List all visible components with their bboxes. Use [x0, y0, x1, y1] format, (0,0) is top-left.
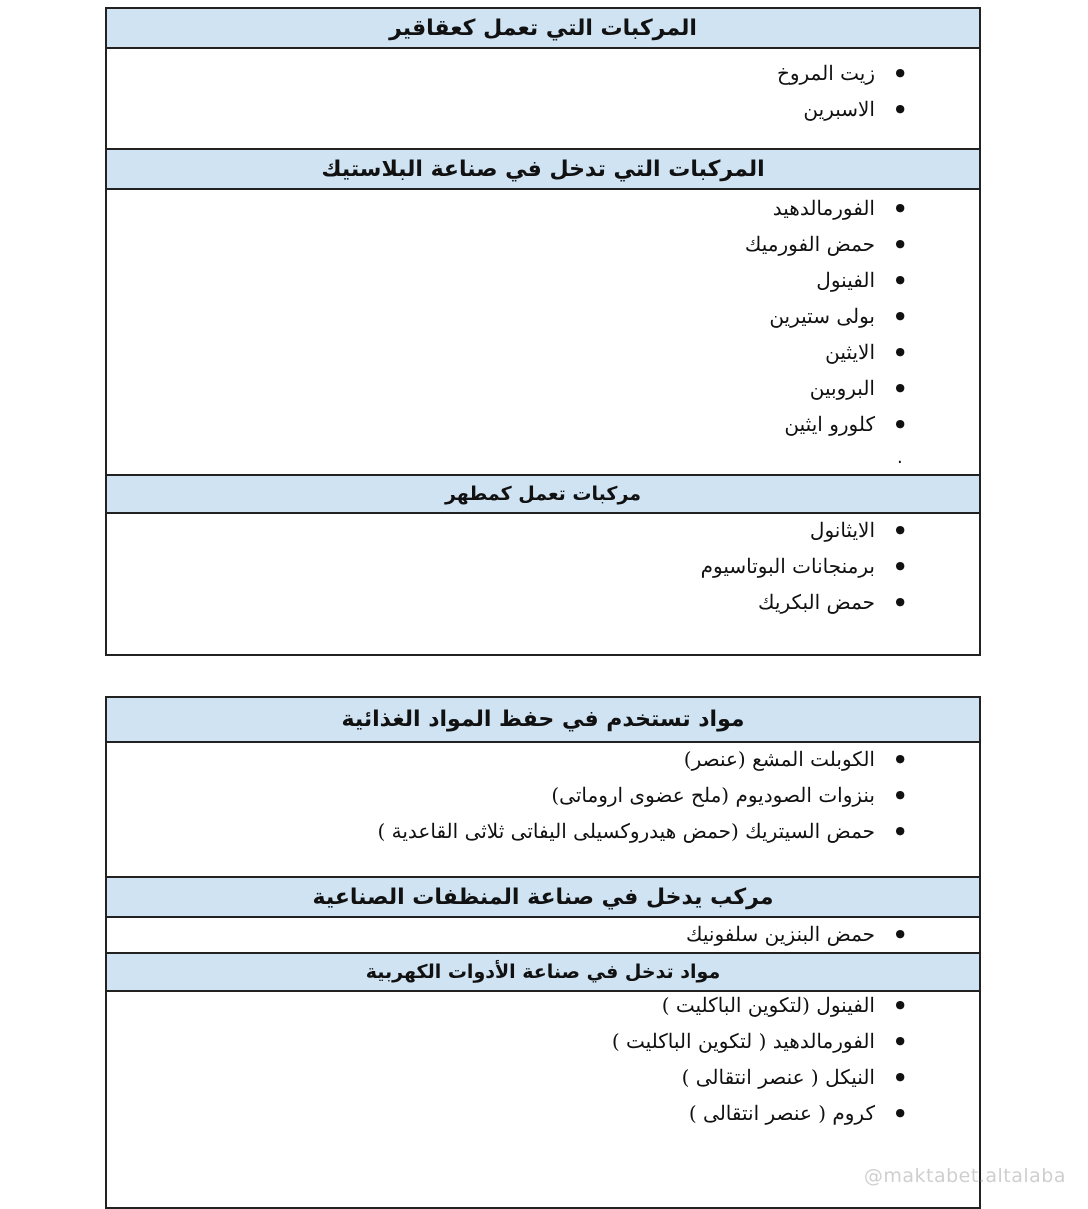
section-title: مركب يدخل في صناعة المنظفات الصناعية: [312, 884, 774, 910]
list-item: ● بنزوات الصوديوم (ملح عضوى اروماتى): [377, 777, 905, 813]
list-item: ● كروم ( عنصر انتقالى ): [612, 1095, 905, 1131]
list-item: ● الفورمالدهيد ( لتكوين الباكليت ): [612, 1023, 905, 1059]
section-title: مواد تستخدم في حفظ المواد الغذائية: [341, 707, 745, 732]
list-item: ● حمض السيتريك (حمض هيدروكسيلى اليفاتى ثلاثى القاعدية ): [377, 813, 905, 849]
section-header-detergents: [107, 876, 979, 918]
section-header-drugs: [107, 9, 979, 49]
section-header-food-preservation: [107, 698, 979, 743]
list-item: ● حمض البنزين سلفونيك: [686, 916, 905, 952]
compounds-box-1: [105, 7, 981, 656]
plastics-list: [745, 190, 905, 442]
watermark: @maktabet.altalaba: [863, 1165, 1066, 1187]
compounds-box-2: [105, 696, 981, 1209]
drugs-list: [777, 55, 905, 127]
list-item: ● بولى ستيرين: [745, 298, 905, 334]
list-item: ● زيت المروخ: [777, 55, 905, 91]
section-header-electrical-tools: [107, 952, 979, 992]
section-title: مركبات تعمل كمطهر: [444, 483, 642, 505]
list-item: ● الايثين: [745, 334, 905, 370]
list-item: ● برمنجانات البوتاسيوم: [701, 548, 905, 584]
list-item: ● الفينول (لتكوين الباكليت ): [612, 987, 905, 1023]
list-item: ● الكوبلت المشع (عنصر): [377, 741, 905, 777]
section-header-disinfectants: [107, 474, 979, 514]
detergents-list: [686, 916, 905, 952]
list-item: ● الفورمالدهيد: [745, 190, 905, 226]
list-item: ● الاسبرين: [777, 91, 905, 127]
disinfectants-list: [701, 512, 905, 620]
section-header-plastics: [107, 148, 979, 190]
food-preservation-list: [377, 741, 905, 849]
list-item: ● البروبين: [745, 370, 905, 406]
section-title: مواد تدخل في صناعة الأدوات الكهربية: [365, 961, 721, 983]
list-item: ● الفينول: [745, 262, 905, 298]
section-title: المركبات التي تدخل في صناعة البلاستيك: [321, 156, 765, 182]
list-item: ● حمض البكريك: [701, 584, 905, 620]
list-item: ● حمض الفورميك: [745, 226, 905, 262]
stray-mark: .: [897, 447, 903, 468]
list-item: ● كلورو ايثين: [745, 406, 905, 442]
electrical-tools-list: [612, 987, 905, 1131]
list-item: ● النيكل ( عنصر انتقالى ): [612, 1059, 905, 1095]
list-item: ● الايثانول: [701, 512, 905, 548]
section-title: المركبات التي تعمل كعقاقير: [389, 15, 697, 41]
